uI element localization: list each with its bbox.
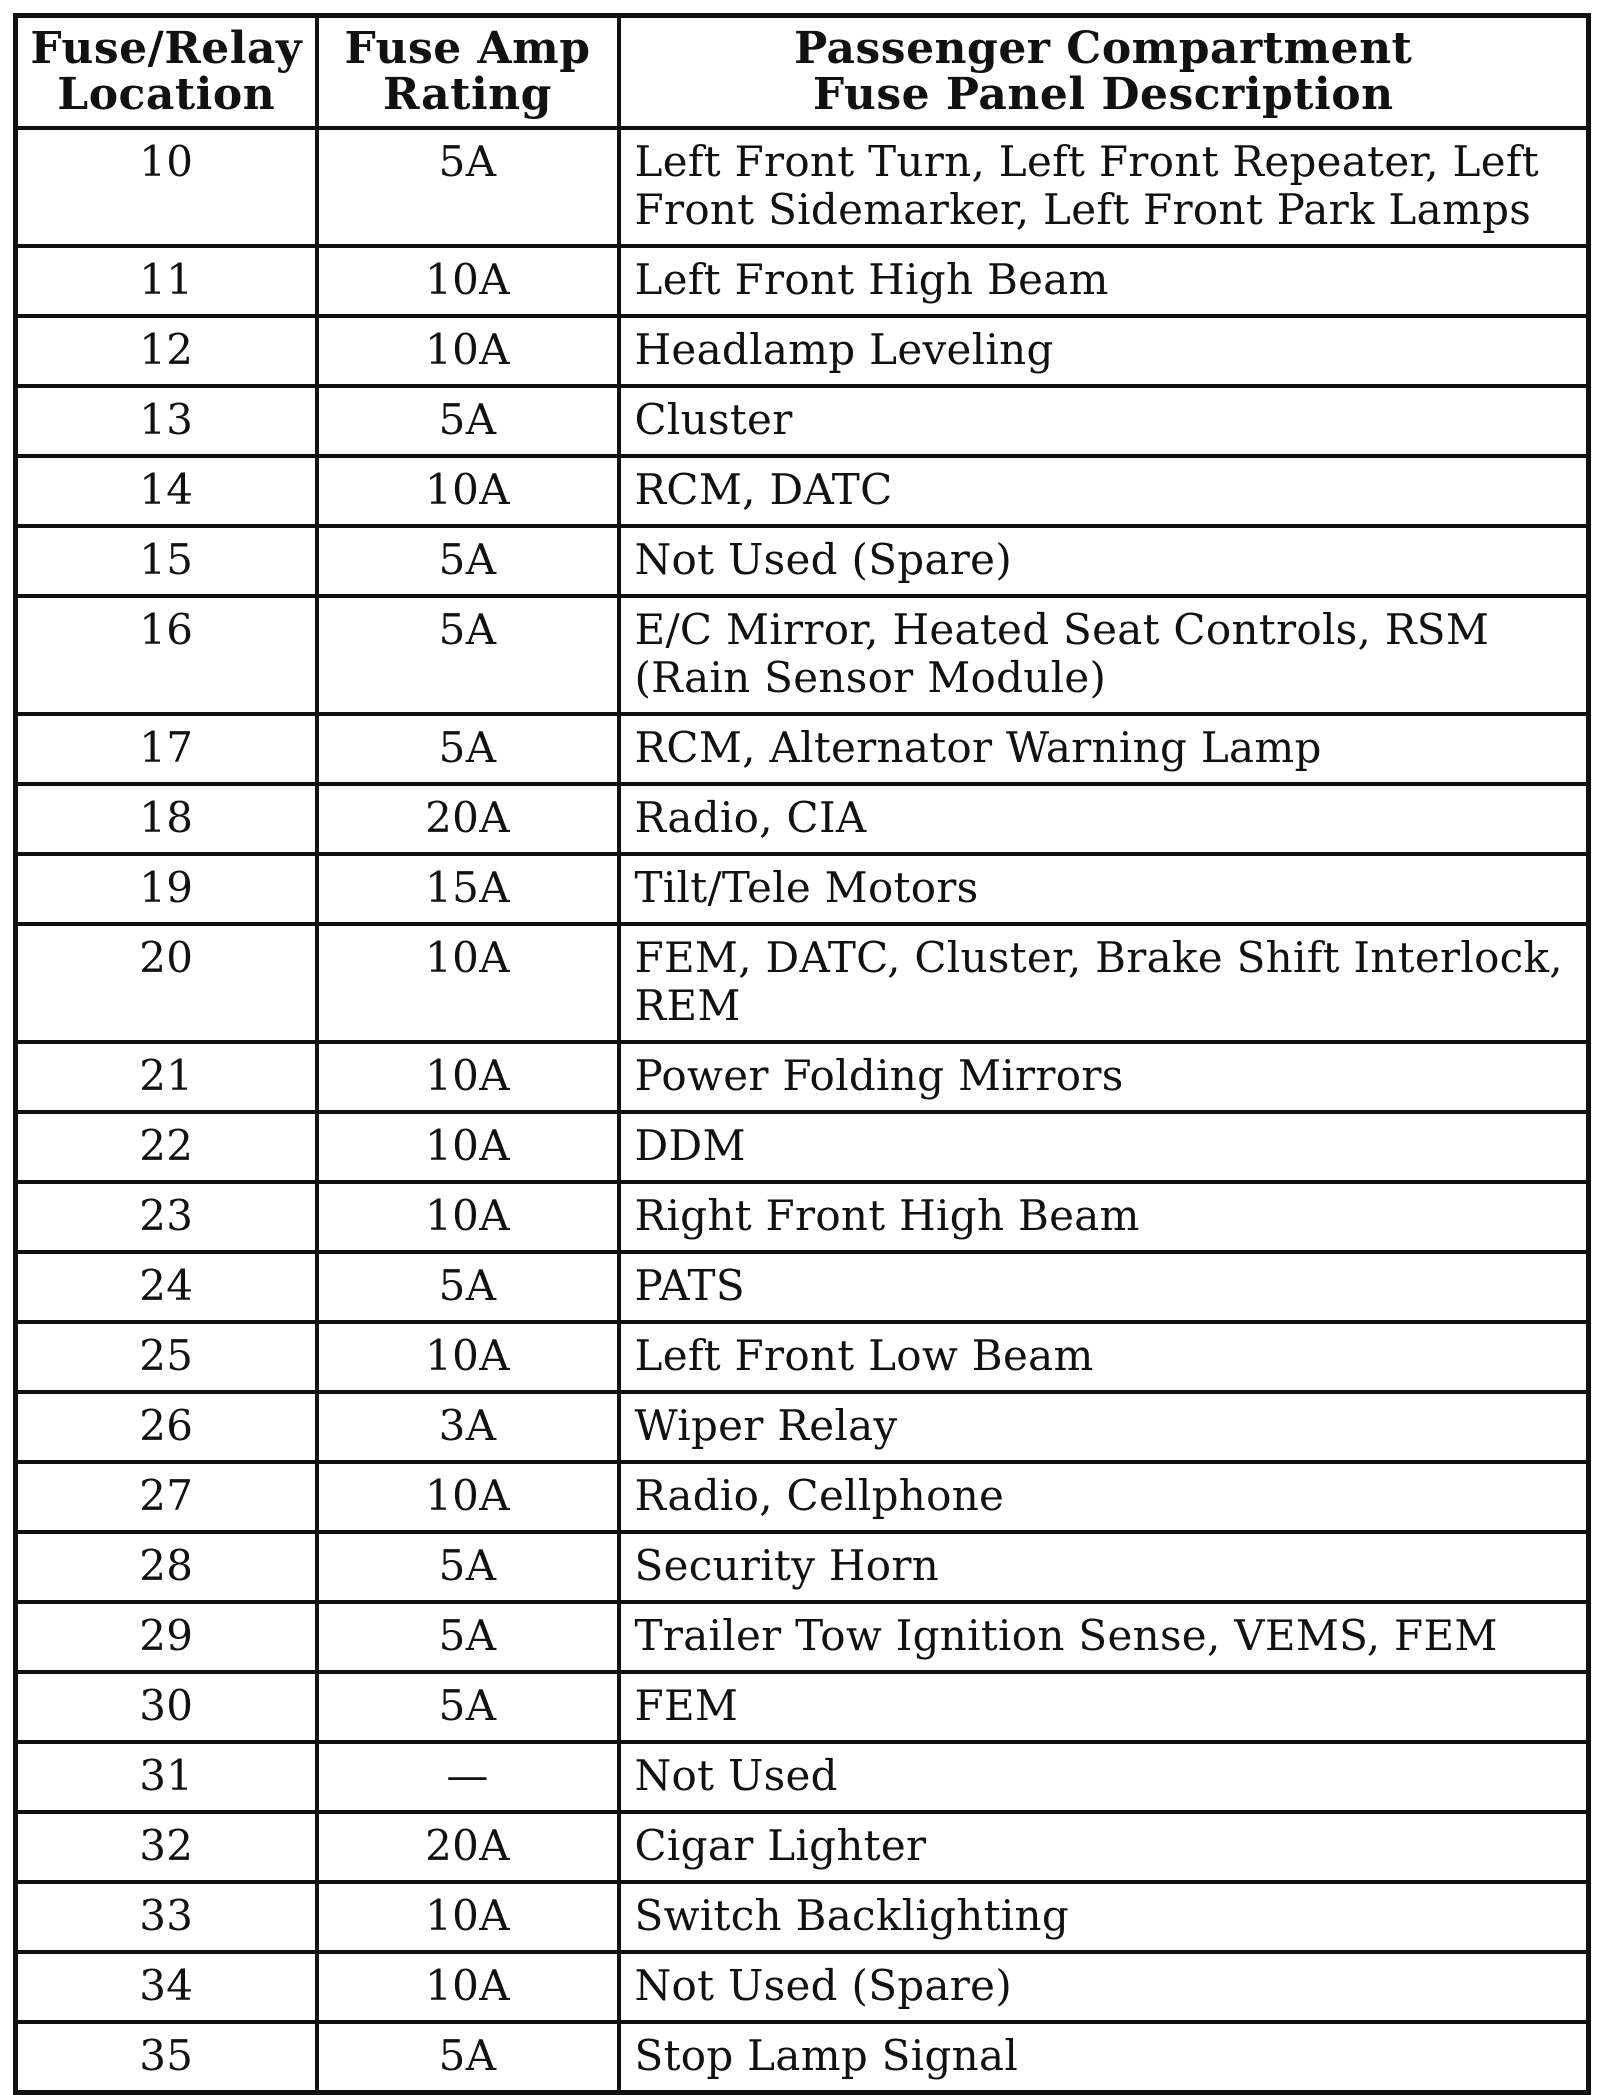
fuse-description-line: Cluster [634, 395, 793, 444]
table-row [16, 246, 1589, 316]
fuse-description-cell [619, 1812, 1589, 1882]
fuse-rating-cell: 10A [317, 246, 619, 316]
fuse-description-cell [619, 1882, 1589, 1952]
fuse-location-cell: 17 [16, 714, 317, 784]
fuse-rating-cell: 5A [317, 128, 619, 246]
fuse-description-line: (Rain Sensor Module) [634, 653, 1107, 702]
table-row [16, 784, 1589, 854]
fuse-description-cell [619, 1672, 1589, 1742]
header-description [619, 16, 1589, 129]
fuse-description-line: Tilt/Tele Motors [634, 863, 979, 912]
fuse-location-cell: 32 [16, 1812, 317, 1882]
fuse-description-cell [619, 1952, 1589, 2022]
fuse-rating-cell: 5A [317, 386, 619, 456]
fuse-description-cell [619, 526, 1589, 596]
header-rating [317, 16, 619, 129]
fuse-description-cell [619, 1742, 1589, 1812]
fuse-rating-cell: 5A [317, 1532, 619, 1602]
table-row [16, 1672, 1589, 1742]
fuse-location-cell: 19 [16, 854, 317, 924]
table-row [16, 1882, 1589, 1952]
table-row [16, 854, 1589, 924]
table-row [16, 924, 1589, 1042]
fuse-rating-cell: 5A [317, 526, 619, 596]
fuse-description-line: REM [634, 981, 741, 1030]
fuse-rating-cell: 5A [317, 1252, 619, 1322]
table-row [16, 596, 1589, 714]
fuse-rating-cell: — [317, 1742, 619, 1812]
table-row [16, 1602, 1589, 1672]
table-row [16, 1532, 1589, 1602]
fuse-rating-cell: 5A [317, 1602, 619, 1672]
fuse-location-cell: 31 [16, 1742, 317, 1812]
fuse-description-cell [619, 316, 1589, 386]
fuse-description-line: Radio, CIA [634, 793, 867, 842]
fuse-description-line: Wiper Relay [634, 1401, 898, 1450]
fuse-description-line: FEM, DATC, Cluster, Brake Shift Interlock, [634, 933, 1563, 982]
table-row [16, 128, 1589, 246]
fuse-location-cell: 28 [16, 1532, 317, 1602]
fuse-description-cell [619, 456, 1589, 526]
fuse-rating-cell: 10A [317, 1042, 619, 1112]
fuse-location-cell: 21 [16, 1042, 317, 1112]
fuse-description-cell [619, 1462, 1589, 1532]
table-row [16, 2022, 1589, 2093]
fuse-rating-cell: 10A [317, 1952, 619, 2022]
table-row [16, 1252, 1589, 1322]
fuse-description-cell [619, 1112, 1589, 1182]
fuse-description-line: Headlamp Leveling [634, 325, 1054, 374]
fuse-description-cell [619, 784, 1589, 854]
fuse-rating-cell: 10A [317, 1322, 619, 1392]
fuse-description-cell [619, 1532, 1589, 1602]
fuse-description-line: RCM, DATC [634, 465, 893, 514]
table-row [16, 1952, 1589, 2022]
fuse-location-cell: 11 [16, 246, 317, 316]
fuse-location-cell: 25 [16, 1322, 317, 1392]
fuse-description-line: Stop Lamp Signal [634, 2031, 1019, 2080]
fuse-description-line: FEM [634, 1681, 739, 1730]
fuse-location-cell: 23 [16, 1182, 317, 1252]
fuse-rating-cell: 10A [317, 1112, 619, 1182]
fuse-location-cell: 15 [16, 526, 317, 596]
fuse-location-cell: 35 [16, 2022, 317, 2093]
fuse-location-cell: 20 [16, 924, 317, 1042]
fuse-description-cell [619, 596, 1589, 714]
fuse-location-cell: 16 [16, 596, 317, 714]
fuse-description-line: Left Front Turn, Left Front Repeater, Left [634, 137, 1539, 186]
table-body [16, 128, 1589, 2093]
fuse-location-cell: 30 [16, 1672, 317, 1742]
fuse-rating-cell: 20A [317, 784, 619, 854]
fuse-location-cell: 29 [16, 1602, 317, 1672]
table-row [16, 1112, 1589, 1182]
fuse-location-cell: 34 [16, 1952, 317, 2022]
table-header [16, 16, 1589, 129]
table-row [16, 1392, 1589, 1462]
fuse-rating-cell: 15A [317, 854, 619, 924]
fuse-description-cell [619, 246, 1589, 316]
fuse-description-line: Switch Backlighting [634, 1891, 1070, 1940]
fuse-description-line: Not Used (Spare) [634, 535, 1013, 584]
fuse-description-line: DDM [634, 1121, 746, 1170]
fuse-description-line: Right Front High Beam [634, 1191, 1140, 1240]
fuse-location-cell: 27 [16, 1462, 317, 1532]
fuse-table [13, 13, 1591, 2095]
fuse-description-line: Left Front Low Beam [634, 1331, 1094, 1380]
fuse-rating-cell: 5A [317, 714, 619, 784]
fuse-rating-cell: 20A [317, 1812, 619, 1882]
fuse-location-cell: 24 [16, 1252, 317, 1322]
table-row [16, 526, 1589, 596]
table-row [16, 316, 1589, 386]
fuse-description-cell [619, 1602, 1589, 1672]
table-row [16, 386, 1589, 456]
table-row [16, 1042, 1589, 1112]
fuse-rating-cell: 10A [317, 316, 619, 386]
table-row [16, 1812, 1589, 1882]
fuse-description-cell [619, 1322, 1589, 1392]
fuse-description-line: Radio, Cellphone [634, 1471, 1005, 1520]
fuse-location-cell: 22 [16, 1112, 317, 1182]
fuse-location-cell: 33 [16, 1882, 317, 1952]
fuse-description-line: RCM, Alternator Warning Lamp [634, 723, 1322, 772]
fuse-rating-cell: 10A [317, 1882, 619, 1952]
fuse-description-cell [619, 2022, 1589, 2093]
fuse-description-line: Left Front High Beam [634, 255, 1109, 304]
fuse-description-line: E/C Mirror, Heated Seat Controls, RSM [634, 605, 1490, 654]
table-row [16, 456, 1589, 526]
header-location [16, 16, 317, 129]
table-row [16, 714, 1589, 784]
header-row [16, 16, 1589, 129]
fuse-rating-cell: 5A [317, 2022, 619, 2093]
header-description-line: Fuse Panel Description [812, 69, 1394, 120]
fuse-description-cell [619, 854, 1589, 924]
fuse-rating-cell: 3A [317, 1392, 619, 1462]
fuse-location-cell: 14 [16, 456, 317, 526]
fuse-description-line: Cigar Lighter [634, 1821, 927, 1870]
header-rating-line: Rating [383, 69, 552, 120]
fuse-rating-cell: 5A [317, 1672, 619, 1742]
fuse-rating-cell: 10A [317, 1462, 619, 1532]
fuse-description-cell [619, 386, 1589, 456]
fuse-description-cell [619, 1252, 1589, 1322]
table-row [16, 1742, 1589, 1812]
header-location-line: Location [57, 69, 276, 120]
fuse-rating-cell: 10A [317, 1182, 619, 1252]
fuse-description-cell [619, 1182, 1589, 1252]
fuse-description-line: PATS [634, 1261, 745, 1310]
table-row [16, 1182, 1589, 1252]
fuse-description-line: Not Used (Spare) [634, 1961, 1013, 2010]
fuse-location-cell: 13 [16, 386, 317, 456]
fuse-location-cell: 10 [16, 128, 317, 246]
fuse-description-cell [619, 714, 1589, 784]
fuse-description-line: Not Used [634, 1751, 838, 1800]
table-row [16, 1322, 1589, 1392]
fuse-location-cell: 12 [16, 316, 317, 386]
fuse-description-line: Power Folding Mirrors [634, 1051, 1124, 1100]
fuse-description-line: Front Sidemarker, Left Front Park Lamps [634, 185, 1532, 234]
fuse-rating-cell: 5A [317, 596, 619, 714]
fuse-description-cell [619, 924, 1589, 1042]
header-description-line: Passenger Compartment [794, 23, 1413, 74]
fuse-location-cell: 26 [16, 1392, 317, 1462]
fuse-description-cell [619, 1392, 1589, 1462]
table-row [16, 1462, 1589, 1532]
fuse-rating-cell: 10A [317, 924, 619, 1042]
fuse-description-line: Security Horn [634, 1541, 940, 1590]
header-rating-line: Fuse Amp [344, 23, 591, 74]
header-location-line: Fuse/Relay [30, 23, 303, 74]
fuse-description-cell [619, 1042, 1589, 1112]
fuse-description-line: Trailer Tow Ignition Sense, VEMS, FEM [634, 1611, 1498, 1660]
fuse-location-cell: 18 [16, 784, 317, 854]
fuse-description-cell [619, 128, 1589, 246]
fuse-rating-cell: 10A [317, 456, 619, 526]
